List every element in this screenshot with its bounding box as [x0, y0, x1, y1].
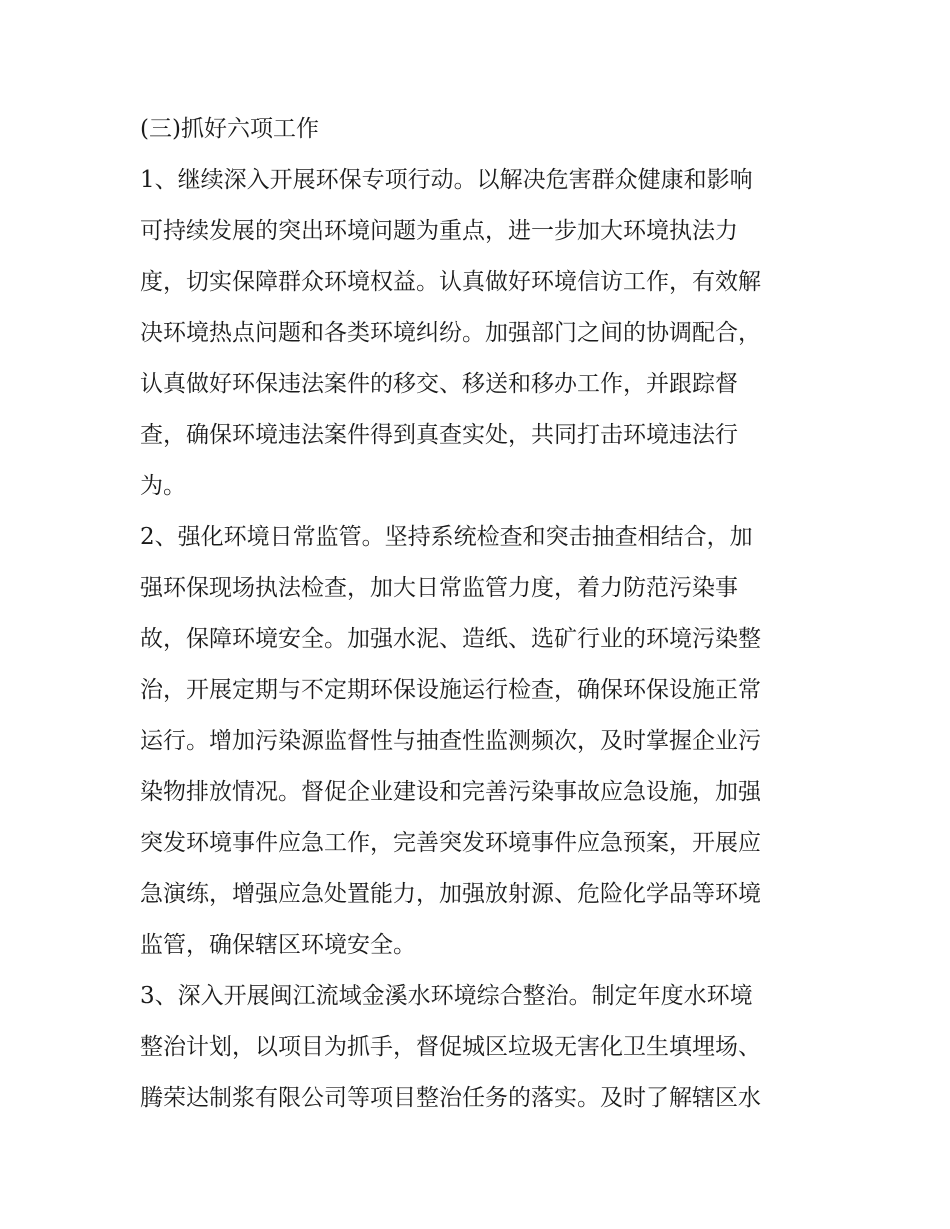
paragraph-line: 治，开展定期与不定期环保设施运行检查，确保环保设施正常 — [140, 677, 761, 703]
paragraph-line: 突发环境事件应急工作，完善突发环境事件应急预案，开展应 — [140, 830, 761, 856]
paragraph-line: 监管，确保辖区环境安全。 — [140, 932, 416, 958]
section-heading: (三)抓好六项工作 — [140, 116, 319, 142]
document-body — [140, 104, 820, 1124]
paragraph-line: 认真做好环保违法案件的移交、移送和移办工作，并跟踪督 — [140, 371, 738, 397]
paragraph-line: 查，确保环境违法案件得到真查实处，共同打击环境违法行 — [140, 422, 738, 448]
paragraph-line: 故，保障环境安全。加强水泥、造纸、选矿行业的环境污染整 — [140, 626, 761, 652]
paragraph-line: 急演练，增强应急处置能力，加强放射源、危险化学品等环境 — [140, 881, 761, 907]
paragraph-line: 度，切实保障群众环境权益。认真做好环境信访工作，有效解 — [140, 269, 761, 295]
paragraph-line: 为。 — [140, 473, 186, 499]
paragraph-line: 腾荣达制浆有限公司等项目整治任务的落实。及时了解辖区水 — [140, 1085, 761, 1111]
paragraph-line: 3、深入开展闽江流域金溪水环境综合整治。制定年度水环境 — [140, 983, 753, 1009]
paragraph-line: 2、强化环境日常监管。坚持系统检查和突击抽查相结合，加 — [140, 524, 753, 550]
paragraph-line: 可持续发展的突出环境问题为重点，进一步加大环境执法力 — [140, 218, 738, 244]
paragraph-item-1 — [140, 155, 820, 512]
paragraph-line: 染物排放情况。督促企业建设和完善污染事故应急设施，加强 — [140, 779, 761, 805]
paragraph-line: 整治计划，以项目为抓手，督促城区垃圾无害化卫生填埋场、 — [140, 1034, 761, 1060]
paragraph-line: 决环境热点问题和各类环境纠纷。加强部门之间的协调配合， — [140, 320, 761, 346]
paragraph-item-3 — [140, 971, 820, 1124]
paragraph-line: 强环保现场执法检查，加大日常监管力度，着力防范污染事 — [140, 575, 738, 601]
paragraph-line: 1、继续深入开展环保专项行动。以解决危害群众健康和影响 — [140, 167, 753, 193]
paragraph-line: 运行。增加污染源监督性与抽查性监测频次，及时掌握企业污 — [140, 728, 761, 754]
paragraph-item-2 — [140, 512, 820, 971]
